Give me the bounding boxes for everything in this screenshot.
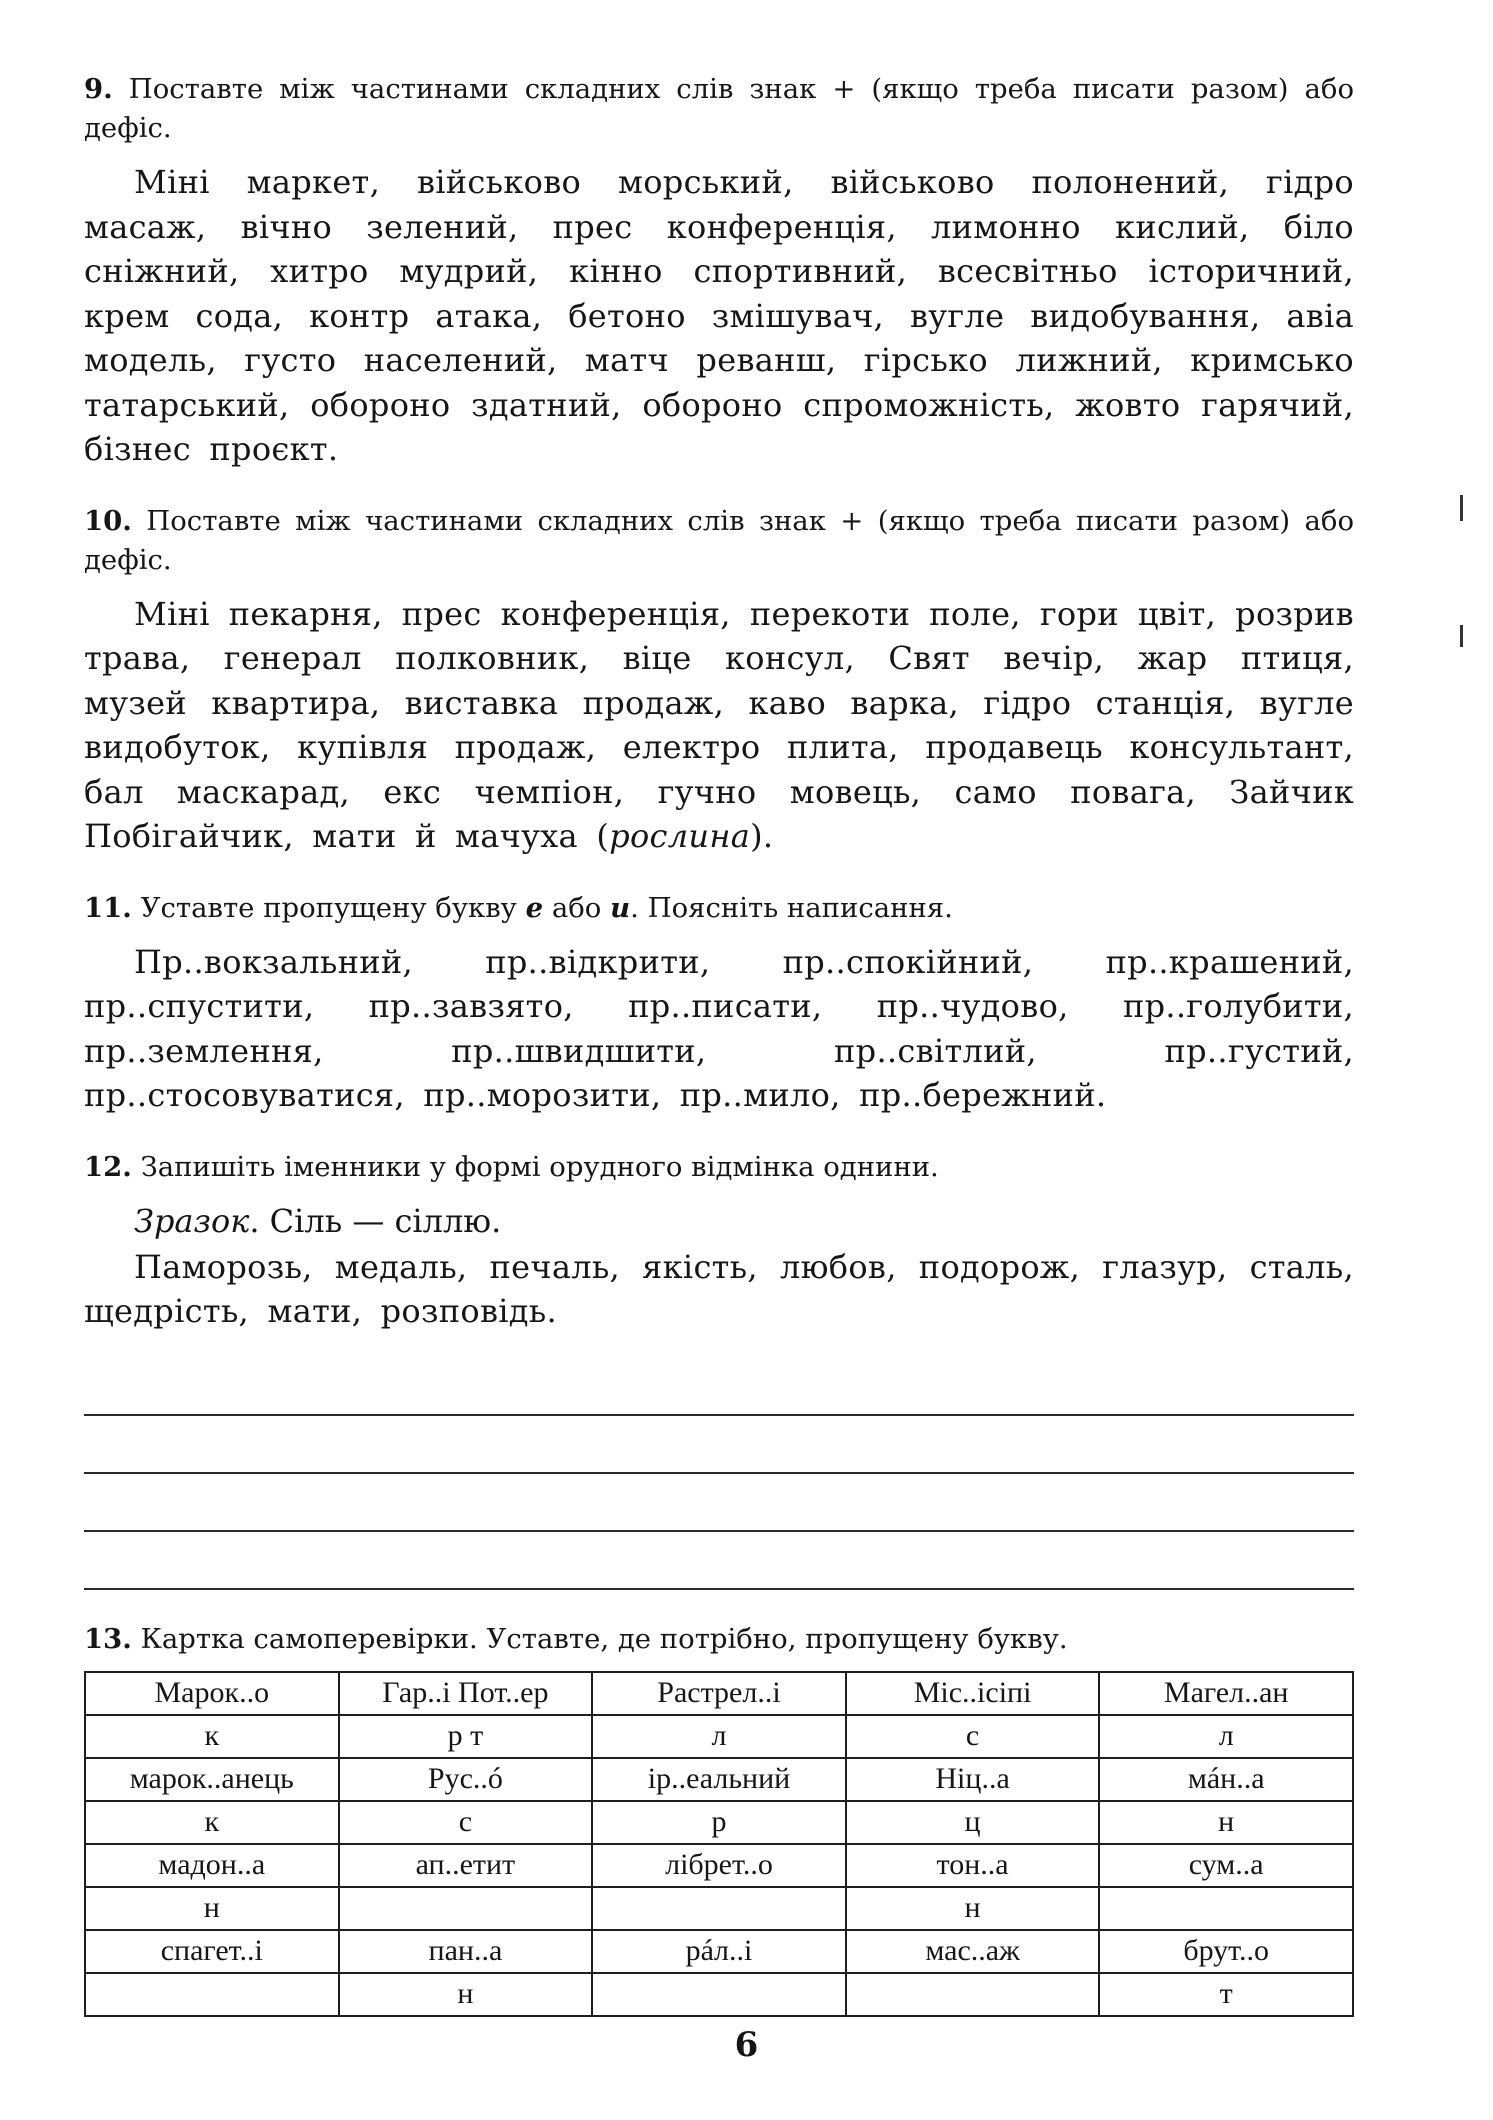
table-row [85,1930,1353,1973]
scan-mark [1460,625,1463,647]
task-9 [84,70,1354,472]
table-cell: рáл..і [592,1930,846,1973]
task-13-instruction: 13. Картка самоперевірки. Уставте, де потрібно, пропущену букву. [84,1622,1068,1655]
table-cell: л [1099,1715,1353,1758]
table-cell: н [1099,1801,1353,1844]
answer-line[interactable] [84,1532,1354,1590]
task-10-number: 10. [84,504,132,537]
self-check-table [84,1671,1354,2017]
task-12-instruction: 12. Запишіть іменники у формі орудного відмінка однини. [84,1150,939,1183]
table-cell [592,1973,846,2016]
task-10-instruction: 10. Поставте між частинами складних слів знак + (якщо треба писати разом) або дефіс. [84,504,1354,576]
table-cell [339,1887,593,1930]
table-cell: ап..етит [339,1844,593,1887]
table-cell: пан..а [339,1930,593,1973]
table-row [85,1672,1353,1715]
table-cell: ц [846,1801,1100,1844]
table-cell: н [85,1887,339,1930]
table-cell: спагет..і [85,1930,339,1973]
table-cell: с [846,1715,1100,1758]
table-row [85,1973,1353,2016]
task-11-number: 11. [84,891,132,924]
table-cell [85,1973,339,2016]
table-cell: л [592,1715,846,1758]
table-cell: марок..анець [85,1758,339,1801]
table-cell: р т [339,1715,593,1758]
scan-mark [1460,495,1463,521]
table-cell: лібрет..о [592,1844,846,1887]
table-cell: р [592,1801,846,1844]
table-row [85,1758,1353,1801]
task-13-number: 13. [84,1622,132,1655]
task-12-text: Паморозь, медаль, печаль, якість, любов, подорож, глазур, сталь, щедрість, мати, розповідь. [84,1247,1354,1330]
task-11 [84,889,1354,1118]
table-cell: к [85,1715,339,1758]
table-cell: мас..аж [846,1930,1100,1973]
table-cell: Магел..ан [1099,1672,1353,1715]
answer-line[interactable] [84,1416,1354,1474]
table-cell: Міс..ісіпі [846,1672,1100,1715]
table-cell: н [846,1887,1100,1930]
answer-line[interactable] [84,1358,1354,1416]
table-cell: Гар..і Пот..ер [339,1672,593,1715]
table-row [85,1715,1353,1758]
task-11-instruction: 11. Уставте пропущену букву е або и. Поясніть написання. [84,891,953,924]
task-12-number: 12. [84,1150,132,1183]
table-cell [846,1973,1100,2016]
table-cell: Растрел..і [592,1672,846,1715]
table-cell: н [339,1973,593,2016]
table-cell: сум..а [1099,1844,1353,1887]
table-cell: Ніц..а [846,1758,1100,1801]
answer-lines [84,1358,1354,1590]
table-cell [592,1887,846,1930]
table-cell: к [85,1801,339,1844]
answer-line[interactable] [84,1474,1354,1532]
table-row [85,1844,1353,1887]
task-11-text: Пр..вокзальний, пр..відкрити, пр..спокійний, пр..крашений, пр..спустити, пр..завзято, пр..писати, пр..чудово, пр..голубити, пр..землення, пр..швидшити, пр..світлий, пр..густий, пр..стосовуватися, пр..морозити, пр..мило, пр..бережний. [84,942,1354,1114]
task-13 [84,1620,1354,2017]
table-cell: с [339,1801,593,1844]
task-10 [84,502,1354,859]
page-number: 6 [734,2025,759,2065]
table-row [85,1801,1353,1844]
table-cell: брут..о [1099,1930,1353,1973]
table-cell: мáн..а [1099,1758,1353,1801]
task-9-instruction: 9. Поставте між частинами складних слів знак + (якщо треба писати разом) або дефіс. [84,73,1354,144]
task-10-text: Міні пекарня, прес конференція, перекоти поле, гори цвіт, розрив трава, генерал полковник, віце консул, Свят вечір, жар птиця, музей квартира, виставка продаж, каво варка, гідро станція, вугле видобуток, купівля продаж, електро плита, продавець консультант, бал маскарад, екс чемпіон, гучно мовець, само повага, Зайчик Побігайчик, мати й мачуха (рослина). [84,594,1354,855]
table-cell: т [1099,1973,1353,2016]
table-cell: ір..еальний [592,1758,846,1801]
workbook-page [84,70,1354,2047]
table-cell: мадон..а [85,1844,339,1887]
task-12 [84,1148,1354,1590]
table-cell: Марок..о [85,1672,339,1715]
table-cell: тон..а [846,1844,1100,1887]
task-9-number: 9. [84,73,113,105]
table-cell [1099,1887,1353,1930]
task-12-sample: Зразок. Сіль — сіллю. [134,1201,502,1240]
table-row [85,1887,1353,1930]
task-9-text: Міні маркет, військово морський, військово полонений, гідро масаж, вічно зелений, прес конференція, лимонно кислий, біло сніжний, хитро мудрий, кінно спортивний, всесвітньо історичний, крем сода, контр атака, бетоно змішувач, вугле видобування, авіа модель, густо населений, матч реванш, гірсько лижний, кримсько татарський, обороно здатний, обороно спроможність, жовто гарячий, бізнес проєкт. [84,163,1354,468]
table-cell: Рус..ó [339,1758,593,1801]
